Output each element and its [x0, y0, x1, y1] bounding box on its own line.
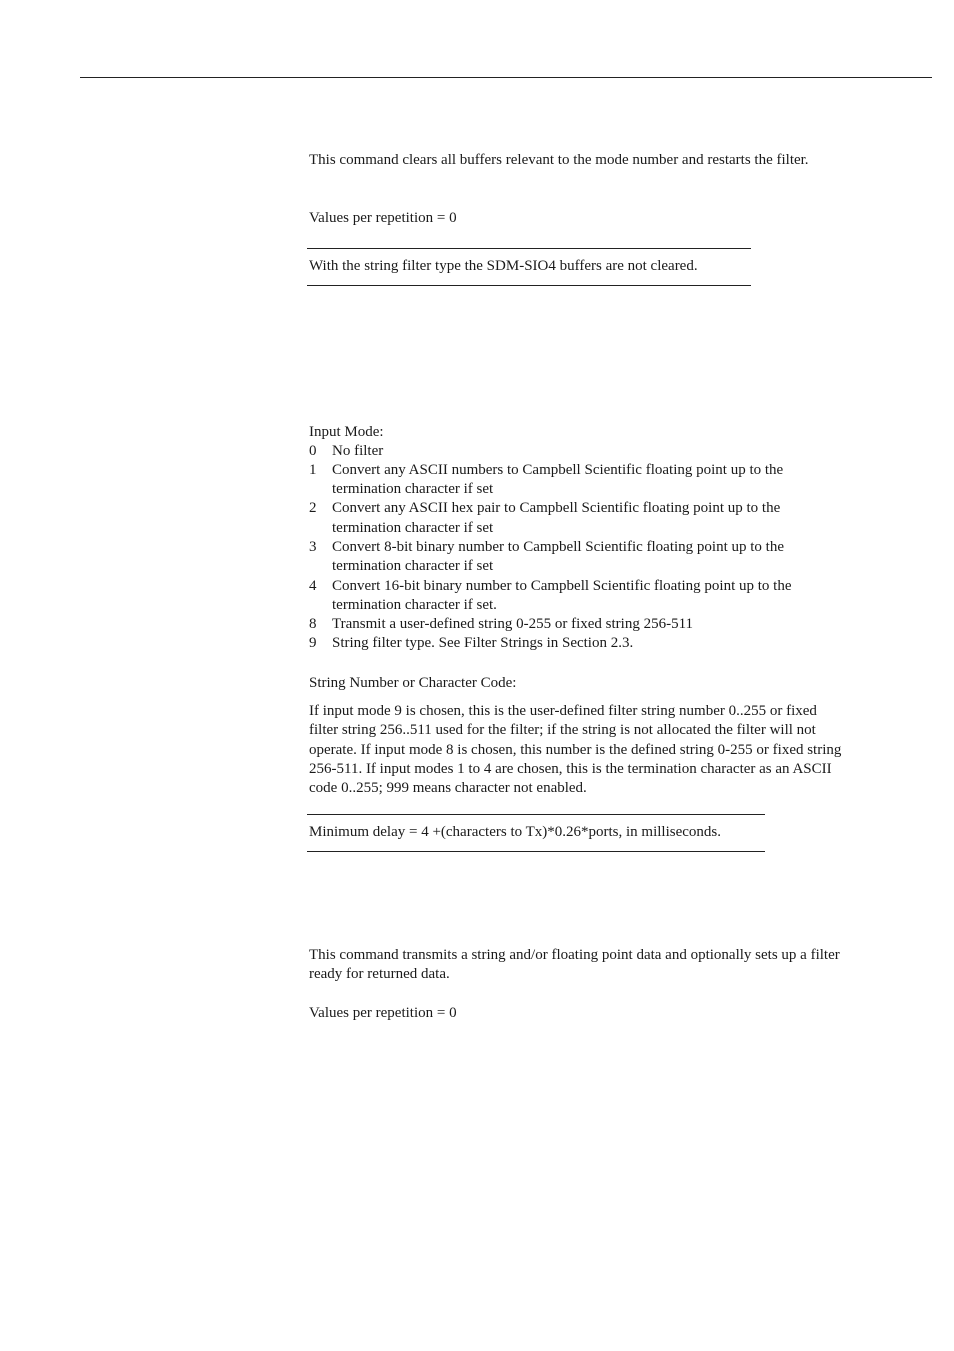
input-mode-label: Input Mode: — [309, 424, 384, 440]
list-item: 3 Convert 8-bit binary number to Campbell Scientific floating point up to the termination character if set — [309, 538, 784, 575]
input-mode-list — [309, 442, 849, 654]
list-item: 9 String filter type. See Filter Strings in Section 2.3. — [309, 635, 634, 652]
list-item: 2 Convert any ASCII hex pair to Campbell Scientific floating point up to the termination character if set — [309, 500, 781, 536]
list-item: 4 Convert 16-bit binary number to Campbell Scientific floating point up to the termination character if set. — [309, 577, 792, 613]
string-number-label: String Number or Character Code: — [309, 675, 517, 691]
note-text-min-delay: Minimum delay = 4 +(characters to Tx)*0.26*ports, in milliseconds. — [309, 823, 721, 840]
values-per-repetition-1: Values per repetition = 0 — [309, 210, 457, 226]
note-box-buffers — [307, 248, 751, 286]
list-item: 1 Convert any ASCII numbers to Campbell Scientific floating point up to the termination character if set — [309, 461, 784, 498]
clear-buffers-description: This command clears all buffers relevant to the mode number and restarts the filter. — [309, 152, 809, 168]
note-text-buffers: With the string filter type the SDM-SIO4 buffers are not cleared. — [309, 257, 698, 274]
string-number-description: If input mode 9 is chosen, this is the user-defined filter string number 0..255 or fixed filter string 256..511 used for the filter; if the string is not allocated the filter will not operate. If input mode 8 is chosen, this number is the defined string 0-255 or fixed string 256-511. If input modes 1 to 4 are chosen, this is the termination character as an ASCII code 0..255; 999 means character not enabled. — [309, 703, 842, 797]
note-box-min-delay — [307, 814, 765, 852]
transmit-description: This command transmits a string and/or floating point data and optionally sets up a filter ready for returned data. — [309, 947, 840, 983]
list-item: 0 No filter — [309, 442, 384, 459]
list-item: 8 Transmit a user-defined string 0-255 or fixed string 256-511 — [309, 616, 694, 633]
header-rule — [80, 77, 932, 78]
values-per-repetition-2: Values per repetition = 0 — [309, 1005, 457, 1021]
